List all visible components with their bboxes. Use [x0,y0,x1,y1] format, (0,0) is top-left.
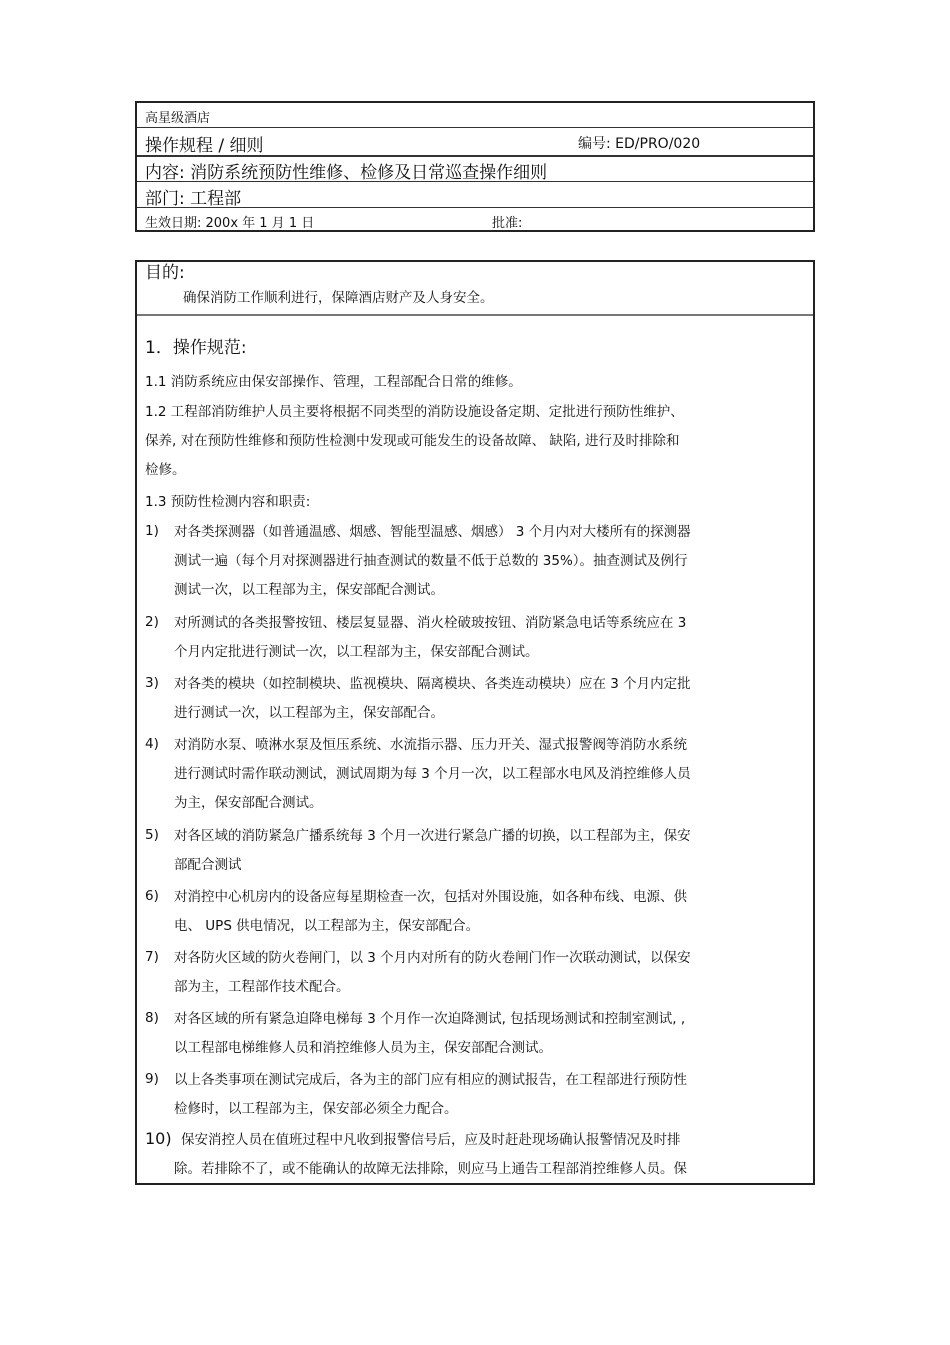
header-row-doc-type [137,127,813,157]
item-line-1: 以上各类事项在测试完成后，各为主的部门应有相应的测试报告，在工程部进行预防性 [174,1072,687,1088]
paragraph-1-1: 1.1 消防系统应由保安部操作、管理，工程部配合日常的维修。 [145,374,522,390]
paragraph-1-2-line2: 保养, 对在预防性维修和预防性检测中发现或可能发生的设备故障、 缺陷, 进行及时排除和 [145,433,680,449]
section-title: 1．操作规范: [145,338,247,358]
approve-label: 批准: [492,216,523,231]
item-line-2: 以工程部电梯维修人员和消控维修人员为主，保安部配合测试。 [174,1040,552,1056]
item-number: 1) [145,523,159,539]
item-line-1: 对消防水泵、喷淋水泵及恒压系统、水流指示器、压力开关、湿式报警阀等消防水系统 [174,737,687,753]
item-line-3: 测试一次，以工程部为主，保安部配合测试。 [174,582,444,598]
item-line-2: 检修时，以工程部为主，保安部必须全力配合。 [174,1101,458,1117]
item-line-1: 对各区域的消防紧急广播系统每 3 个月一次进行紧急广播的切换，以工程部为主，保安 [174,828,691,844]
purpose-text: 确保消防工作顺利进行，保障酒店财产及人身安全。 [183,290,494,306]
item-number: 3) [145,675,159,691]
header-row-effective [137,207,813,232]
header-row-content [137,155,813,182]
content-title: 内容: 消防系统预防性维修、检修及日常巡查操作细则 [145,163,548,183]
item-line-2: 除。若排除不了，或不能确认的故障无法排除，则应马上通告工程部消控维修人员。保 [174,1161,687,1177]
item-line-1: 对各类探测器（如普通温感、烟感、智能型温感、烟感） 3 个月内对大楼所有的探测器 [174,524,691,540]
item-line-1: 保安消控人员在值班过程中凡收到报警信号后，应及时赶赴现场确认报警情况及时排 [181,1132,681,1148]
item-line-2: 部配合测试 [174,857,242,873]
item-number: 6) [145,888,159,904]
document-body [135,260,815,1185]
item-line-1: 对各防火区域的防火卷闸门，以 3 个月内对所有的防火卷闸门作一次联动测试，以保安 [174,950,691,966]
purpose-divider [137,314,813,316]
item-number: 8) [145,1010,159,1026]
paragraph-1-2-line3: 检修。 [145,462,186,478]
purpose-title: 目的: [145,263,185,283]
item-number: 10) [145,1129,172,1148]
document-header-table [135,101,815,232]
item-number: 7) [145,949,159,965]
item-line-1: 对消控中心机房内的设备应每星期检查一次，包括对外围设施，如各种布线、电源、供 [174,889,687,905]
item-line-2: 进行测试一次，以工程部为主，保安部配合。 [174,705,444,721]
header-row-department [137,181,813,208]
item-line-2: 部为主，工程部作技术配合。 [174,979,350,995]
item-line-1: 对所测试的各类报警按钮、楼层复显器、消火栓破玻按钮、消防紧急电话等系统应在 3 [174,615,687,631]
paragraph-1-2-line1: 1.2 工程部消防维护人员主要将根据不同类型的消防设施设备定期、定批进行预防性维护、 [145,404,684,420]
item-line-2: 测试一遍（每个月对探测器进行抽查测试的数量不低于总数的 35%）。抽查测试及例行 [174,553,688,569]
item-line-1: 对各类的模块（如控制模块、监视模块、隔离模块、各类连动模块）应在 3 个月内定批 [174,676,691,692]
item-line-2: 进行测试时需作联动测试，测试周期为每 3 个月一次，以工程部水电风及消控维修人员 [174,766,691,782]
item-line-3: 为主，保安部配合测试。 [174,795,323,811]
item-line-2: 电、 UPS 供电情况，以工程部为主，保安部配合。 [174,918,480,934]
header-row-hotel [137,103,813,128]
item-line-1: 对各区域的所有紧急迫降电梯每 3 个月作一次迫降测试, 包括现场测试和控制室测试, , [174,1011,686,1027]
doc-type: 操作规程 / 细则 [145,136,264,156]
hotel-name: 高星级酒店 [145,111,211,126]
item-line-2: 个月内定批进行测试一次，以工程部为主，保安部配合测试。 [174,644,539,660]
department: 部门: 工程部 [145,189,242,209]
paragraph-1-3: 1.3 预防性检测内容和职责: [145,494,311,510]
item-number: 9) [145,1071,159,1087]
item-number: 5) [145,827,159,843]
effective-date: 生效日期: 200x 年 1 月 1 日 [145,216,315,231]
item-number: 4) [145,736,159,752]
item-number: 2) [145,614,159,630]
doc-code: 编号: ED/PRO/020 [578,136,701,152]
